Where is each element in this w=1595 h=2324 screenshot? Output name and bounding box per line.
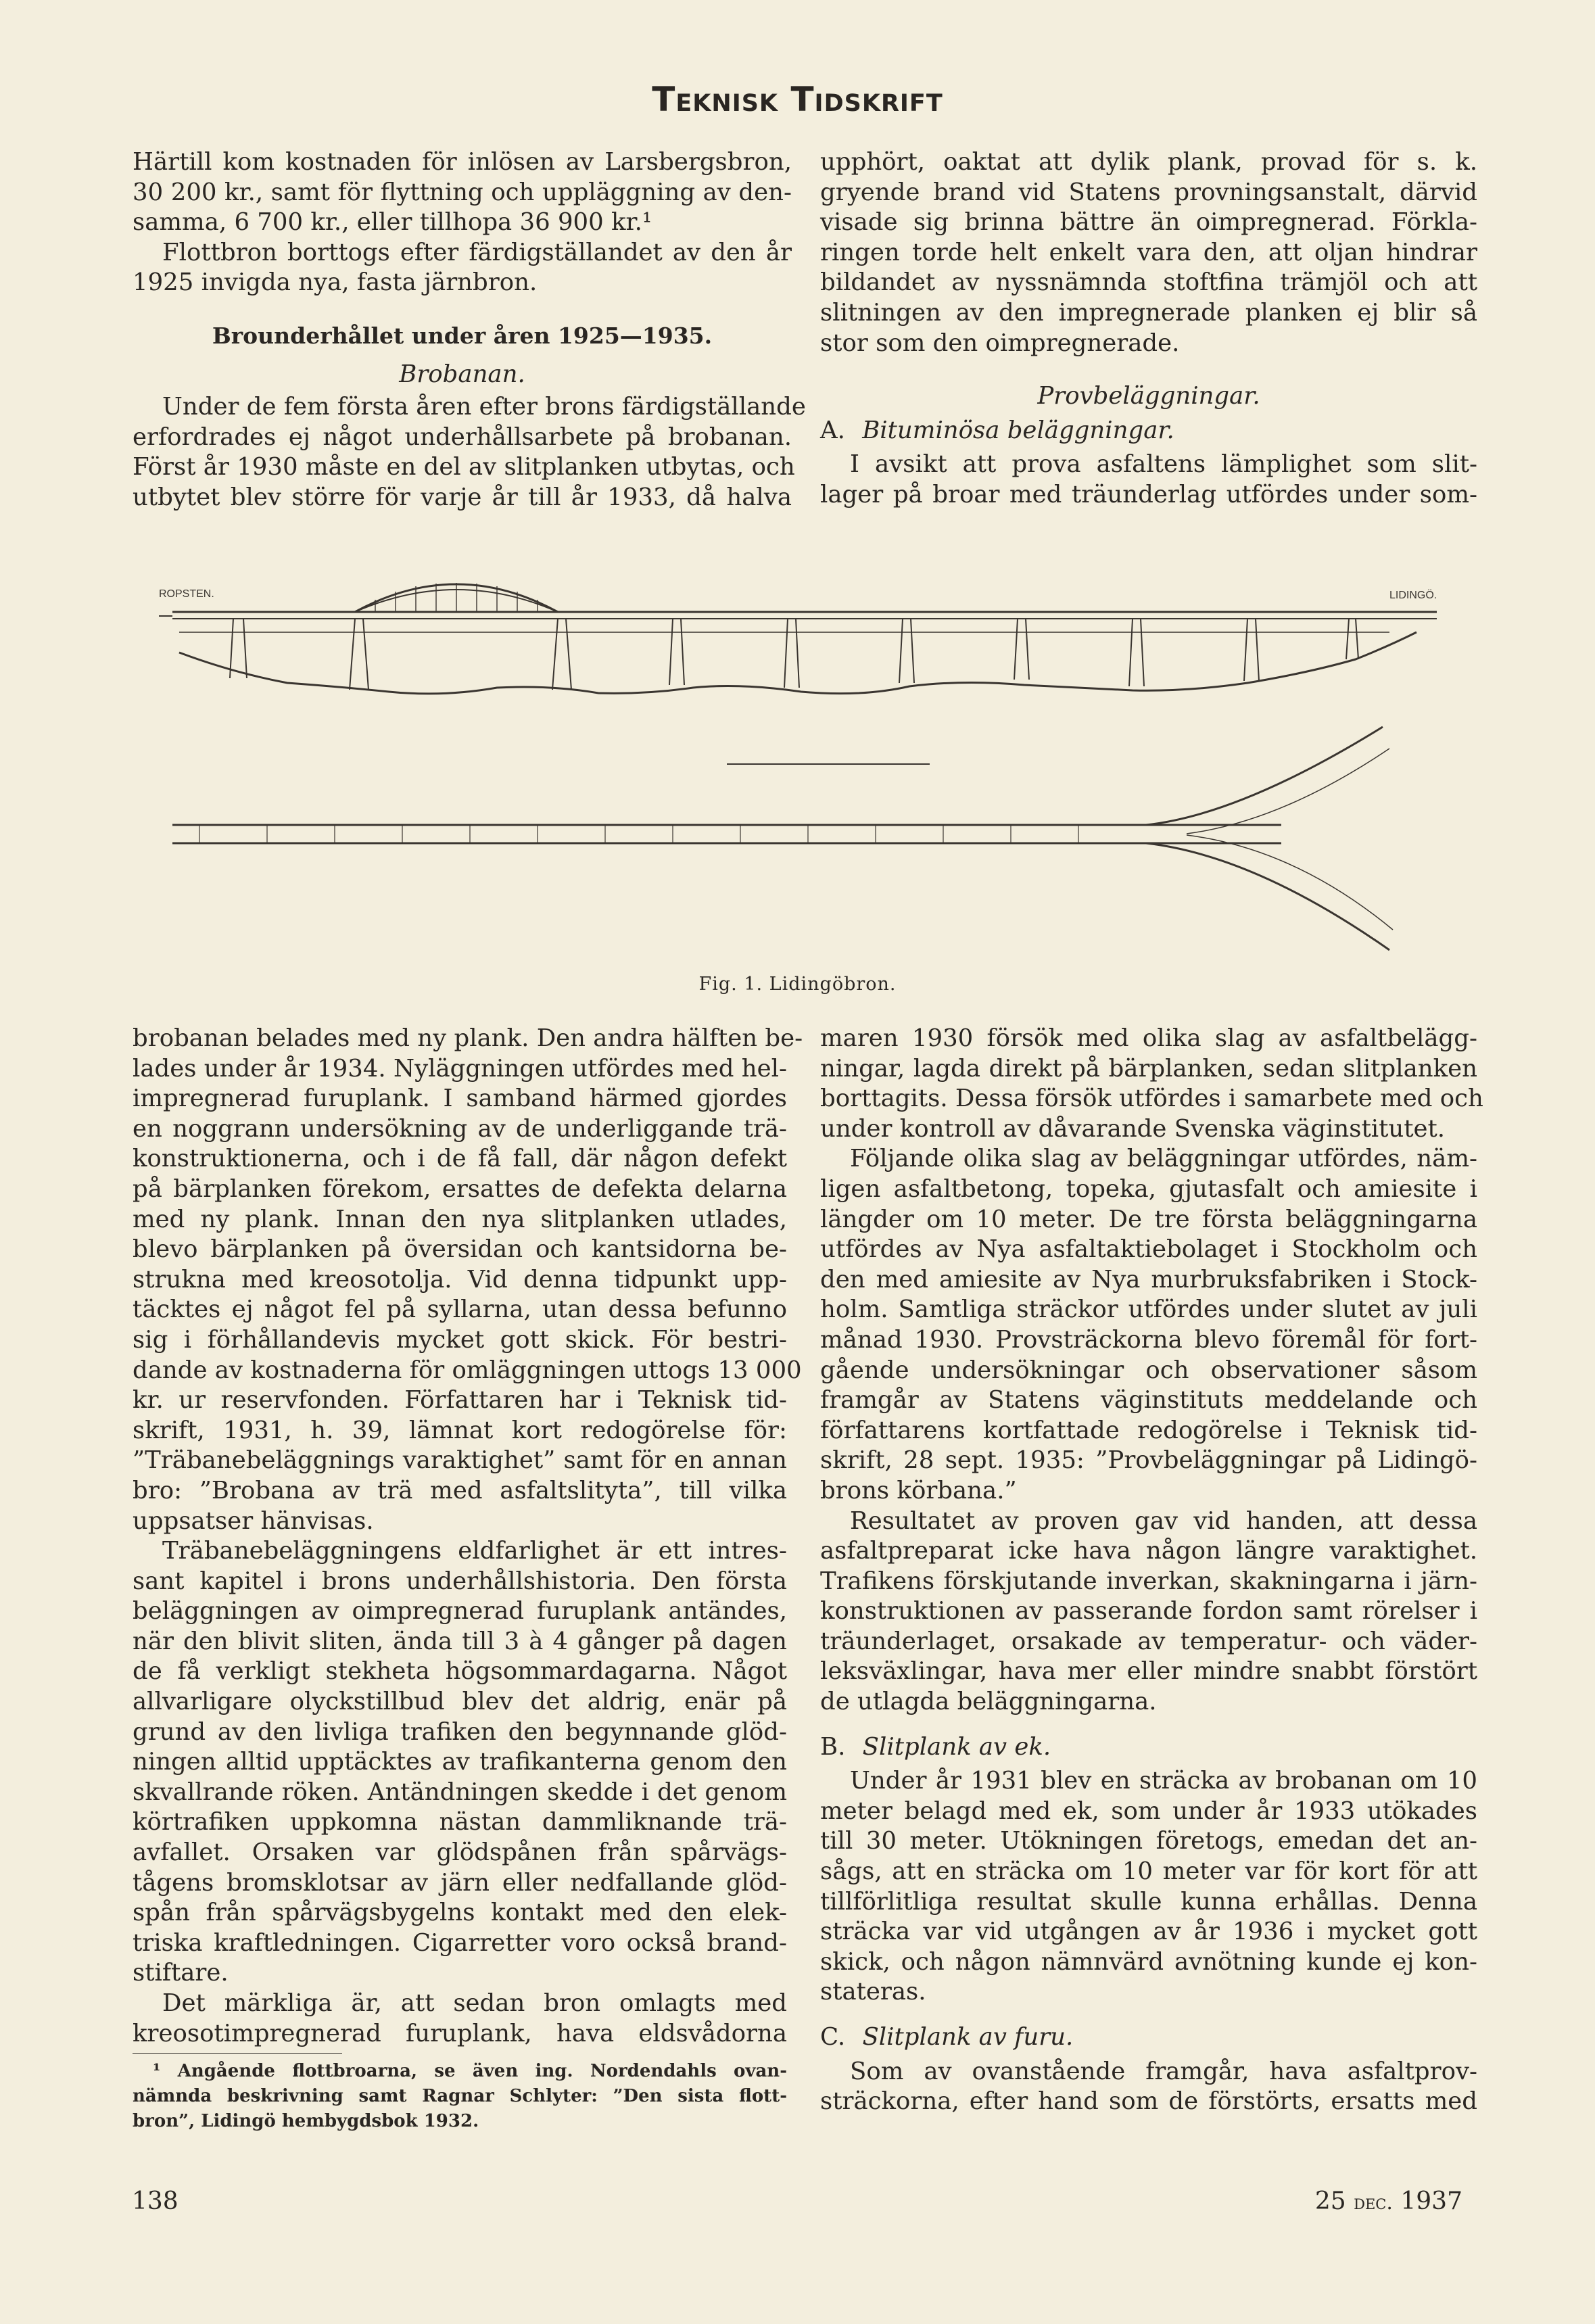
paragraph: [133, 238, 792, 268]
text-line: på bärplanken förekom, ersattes de defekta delarna: [133, 1175, 787, 1203]
text-line: skvallrande röken. Antändningen skedde i det genom: [133, 1778, 787, 1806]
text-line: beläggningen av oimpregnerad furuplank antändes,: [133, 1597, 787, 1626]
text-line: Härtill kom kostnaden för inlösen av Larsbergsbron,: [133, 148, 792, 176]
text-line: Som av ovanstående framgår, hava asfaltprov-: [850, 2057, 1477, 2085]
text-line: skrift, 1931, h. 39, lämnat kort redogörelse för:: [133, 1416, 787, 1444]
bridge-figure: [132, 571, 1464, 977]
text-line: lades under år 1934. Nyläggningen utfördes med hel-: [133, 1054, 787, 1083]
subsection-b-heading: [820, 1732, 1477, 1763]
paragraph: [133, 1024, 803, 1536]
text-line: upphört, oaktat att dylik plank, provad för s. k.: [820, 148, 1477, 176]
text-line: de utlagda beläggningarna.: [820, 1688, 1157, 1716]
text-line: de få verkligt stekheta högsommardagarna. Något: [133, 1657, 787, 1686]
subsection-letter: B.: [820, 1732, 846, 1761]
text-line: asfaltpreparat icke hava någon längre varaktighet.: [820, 1537, 1477, 1565]
text-line: strukna med kreosotolja. Vid denna tidpunkt upp-: [133, 1265, 787, 1294]
text-line: sträckorna, efter hand som de förstörts, ersatts med: [820, 2087, 1477, 2116]
text-line: bildandet av nyssnämnda stoftfina trämjöl och att: [820, 268, 1477, 297]
text-line: Under år 1931 blev en sträcka av brobanan om 10: [850, 1767, 1477, 1795]
text-line: triska kraftledningen. Cigarretter voro också brand-: [133, 1928, 787, 1957]
text-line: gryende brand vid Statens provningsanstalt, därvid: [820, 178, 1477, 206]
text-line: stateras.: [820, 1978, 926, 2006]
subsection-title: Slitplank av furu.: [862, 2023, 1074, 2051]
text-line: blevo bärplanken på översidan och kantsidorna be-: [133, 1235, 787, 1264]
text-line: samma, 6 700 kr., eller tillhopa 36 900 kr.¹: [133, 208, 652, 237]
text-line: lager på broar med träunderlag utfördes under som-: [820, 480, 1477, 508]
text-line: stiftare.: [133, 1959, 229, 1987]
text-line: gående undersökningar och observationer såsom: [820, 1356, 1477, 1384]
text-line: spån från spårvägsbygelns kontakt med den elek-: [133, 1899, 787, 1927]
text-line: författarens kortfattade redogörelse i Teknisk tid-: [820, 1416, 1477, 1444]
section-subheading: Provbeläggningar.: [1037, 382, 1260, 410]
paragraph: [820, 2057, 1477, 2117]
bridge-drawing: [132, 571, 1464, 977]
text-line: sågs, att en sträcka om 10 meter var för kort för att: [820, 1857, 1477, 1886]
text-line: med ny plank. Innan den nya slitplanken utlades,: [133, 1205, 787, 1233]
text-line: träunderlaget, orsakade av temperatur- och väder-: [820, 1627, 1477, 1655]
column-top-right: [820, 147, 1477, 511]
text-line: Flottbron borttogs efter färdigställandet av den år: [162, 238, 792, 266]
paragraph: [820, 1766, 1477, 2008]
journal-header: Teknisk Tidskrift: [652, 80, 943, 119]
subsection-letter: A.: [820, 416, 845, 444]
text-line: 30 200 kr., samt för flyttning och uppläggning av den-: [133, 178, 792, 206]
text-line: dande av kostnaderna för omläggningen uttogs 13 000: [133, 1356, 802, 1384]
text-line: utbytet blev större för varje år till år 1933, då halva: [133, 483, 792, 511]
footnote-rule: [133, 2053, 342, 2054]
text-line: tågens bromsklotsar av järn eller nedfallande glöd-: [133, 1868, 787, 1897]
text-line: uppsatser hänvisas.: [133, 1507, 374, 1535]
text-line: leksväxlingar, hava mer eller mindre snabbt förstört: [820, 1657, 1477, 1686]
text-line: ningen alltid upptäcktes av trafikanterna genom den: [133, 1748, 787, 1776]
issue-date: [1315, 2187, 1462, 2215]
text-line: brons körbana.”: [820, 1476, 1017, 1504]
subsection-letter: C.: [820, 2023, 846, 2051]
text-line: Träbanebeläggningens eldfarlighet är ett intres-: [162, 1537, 787, 1565]
text-line: tillförlitliga resultat skulle kunna erhållas. Denna: [820, 1887, 1477, 1916]
text-line: täcktes ej något fel på syllarna, utan dessa befunno: [133, 1296, 787, 1324]
text-line: ringen torde helt enkelt vara den, att oljan hindrar: [820, 238, 1477, 266]
text-line: ningar, lagda direkt på bärplanken, sedan slitplanken: [820, 1054, 1477, 1083]
label-right: LIDINGÖ.: [1389, 590, 1437, 601]
text-line: 1925 invigda nya, fasta järnbron.: [133, 268, 538, 297]
paragraph: [820, 1507, 1477, 1717]
date-day: 25: [1314, 2187, 1346, 2215]
date-year: 1937: [1400, 2187, 1462, 2215]
text-line: kreosotimpregnerad furuplank, hava eldsvådorna: [133, 2019, 787, 2047]
text-line: erfordrades ej något underhållsarbete på brobanan.: [133, 423, 792, 451]
paragraph: [133, 1536, 787, 1989]
paragraph: [820, 147, 1477, 358]
text-line: allvarligare olyckstillbud blev det aldrig, enär på: [133, 1688, 787, 1716]
text-line: sant kapitel i brons underhållshistoria. Den första: [133, 1567, 787, 1595]
paragraph: [820, 1144, 1477, 1506]
text-line: skick, och någon nämnvärd avnötning kunde ej kon-: [820, 1947, 1477, 1976]
figure-caption: Fig. 1. Lidingöbron.: [698, 974, 897, 995]
text-line: konstruktionerna, och i de få fall, där någon defekt: [133, 1145, 787, 1173]
text-line: månad 1930. Provsträckorna blevo föremål för fort-: [820, 1325, 1477, 1354]
text-line: framgår av Statens väginstituts meddelande och: [820, 1386, 1477, 1415]
text-line: borttagits. Dessa försök utfördes i samarbete med och: [820, 1085, 1483, 1113]
text-line: utfördes av Nya asfaltaktiebolaget i Stockholm och: [820, 1235, 1477, 1264]
text-line: I avsikt att prova asfaltens lämplighet som slit-: [850, 450, 1477, 479]
text-line: Först år 1930 måste en del av slitplanken utbytas, och: [133, 453, 795, 481]
date-month: dec.: [1354, 2191, 1393, 2214]
text-line: konstruktionen av passerande fordon samt rörelser i: [820, 1597, 1477, 1626]
section-subheading: Brobanan.: [399, 360, 525, 388]
column-bottom-right: [820, 1024, 1483, 2117]
text-line: sig i förhållandevis mycket gott skick. För bestri-: [133, 1325, 787, 1354]
column-top-left: [133, 147, 806, 513]
subsection-title: Slitplank av ek.: [862, 1732, 1051, 1761]
text-line: kr. ur reservfonden. Författaren har i Teknisk tid-: [133, 1386, 787, 1415]
text-line: bron”, Lidingö hembygdsbok 1932.: [133, 2111, 479, 2132]
text-line: Det märkliga är, att sedan bron omlagts med: [162, 1989, 787, 2017]
text-line: bro: ”Brobana av trä med asfaltslityta”, till vilka: [133, 1476, 787, 1504]
text-line: visade sig brinna bättre än oimpregnerad. Förkla-: [820, 208, 1477, 237]
text-line: brobanan belades med ny plank. Den andra hälften be-: [133, 1024, 803, 1052]
text-line: grund av den livliga trafiken den begynnande glöd-: [133, 1717, 787, 1746]
text-line: meter belagd med ek, som under år 1933 utökades: [820, 1797, 1477, 1825]
paragraph: [133, 147, 792, 238]
text-line: avfallet. Orsaken var glödspånen från spårvägs-: [133, 1839, 787, 1867]
section-heading: Brounderhållet under åren 1925—1935.: [212, 322, 713, 349]
text-line: körtrafiken uppkomna nästan dammliknande trä-: [133, 1808, 787, 1836]
text-line: slitningen av den impregnerade planken ej blir så: [820, 298, 1477, 327]
text-line: Resultatet av proven gav vid handen, att dessa: [850, 1507, 1477, 1535]
text-line: Under de fem första åren efter brons färdigställande: [162, 393, 806, 421]
text-line: en noggrann undersökning av de underliggande trä-: [133, 1114, 787, 1143]
footnote: [133, 2059, 787, 2134]
text-line: maren 1930 försök med olika slag av asfaltbelägg-: [820, 1024, 1477, 1052]
text-line: under kontroll av dåvarande Svenska väginstitutet.: [820, 1114, 1446, 1143]
text-line: när den blivit sliten, ända till 3 à 4 gånger på dagen: [133, 1627, 787, 1655]
page-number: 138: [132, 2187, 178, 2215]
text-line: skrift, 28 sept. 1935: ”Provbeläggningar på Lidingö-: [820, 1446, 1477, 1475]
label-left: ROPSTEN.: [159, 588, 214, 600]
text-line: Trafikens förskjutande inverkan, skakningarna i järn-: [820, 1567, 1477, 1595]
text-line: ”Träbanebeläggnings varaktighet” samt för en annan: [133, 1446, 787, 1475]
text-line: den med amiesite av Nya murbruksfabriken i Stock-: [820, 1265, 1477, 1294]
text-line: holm. Samtliga sträckor utfördes under slutet av juli: [820, 1296, 1477, 1324]
text-line: ligen asfaltbetong, topeka, gjutasfalt och amiesite i: [820, 1175, 1477, 1203]
subsection-a-heading: [820, 416, 1477, 446]
paragraph: [133, 1989, 787, 2049]
subsection-title: Bituminösa beläggningar.: [862, 416, 1174, 444]
text-line: längder om 10 meter. De tre första beläggningarna: [820, 1205, 1477, 1233]
subsection-c-heading: [820, 2022, 1477, 2053]
text-line: ¹ Angående flottbroarna, se även ing. Nordendahls ovan-: [153, 2061, 787, 2082]
text-line: nämnda beskrivning samt Ragnar Schlyter: ”Den sista flott-: [133, 2086, 787, 2107]
paragraph: [133, 392, 806, 513]
text-line: sträcka var vid utgången av år 1936 i mycket gott: [820, 1918, 1477, 1946]
paragraph: [820, 1024, 1483, 1144]
column-bottom-left: [133, 1024, 803, 2134]
text-line: Följande olika slag av beläggningar utfördes, näm-: [850, 1145, 1477, 1173]
text-line: stor som den oimpregnerade.: [820, 329, 1180, 357]
text-line: impregnerad furuplank. I samband härmed gjordes: [133, 1085, 787, 1113]
text-line: till 30 meter. Utökningen företogs, emedan det an-: [820, 1827, 1477, 1855]
paragraph: [820, 450, 1477, 510]
